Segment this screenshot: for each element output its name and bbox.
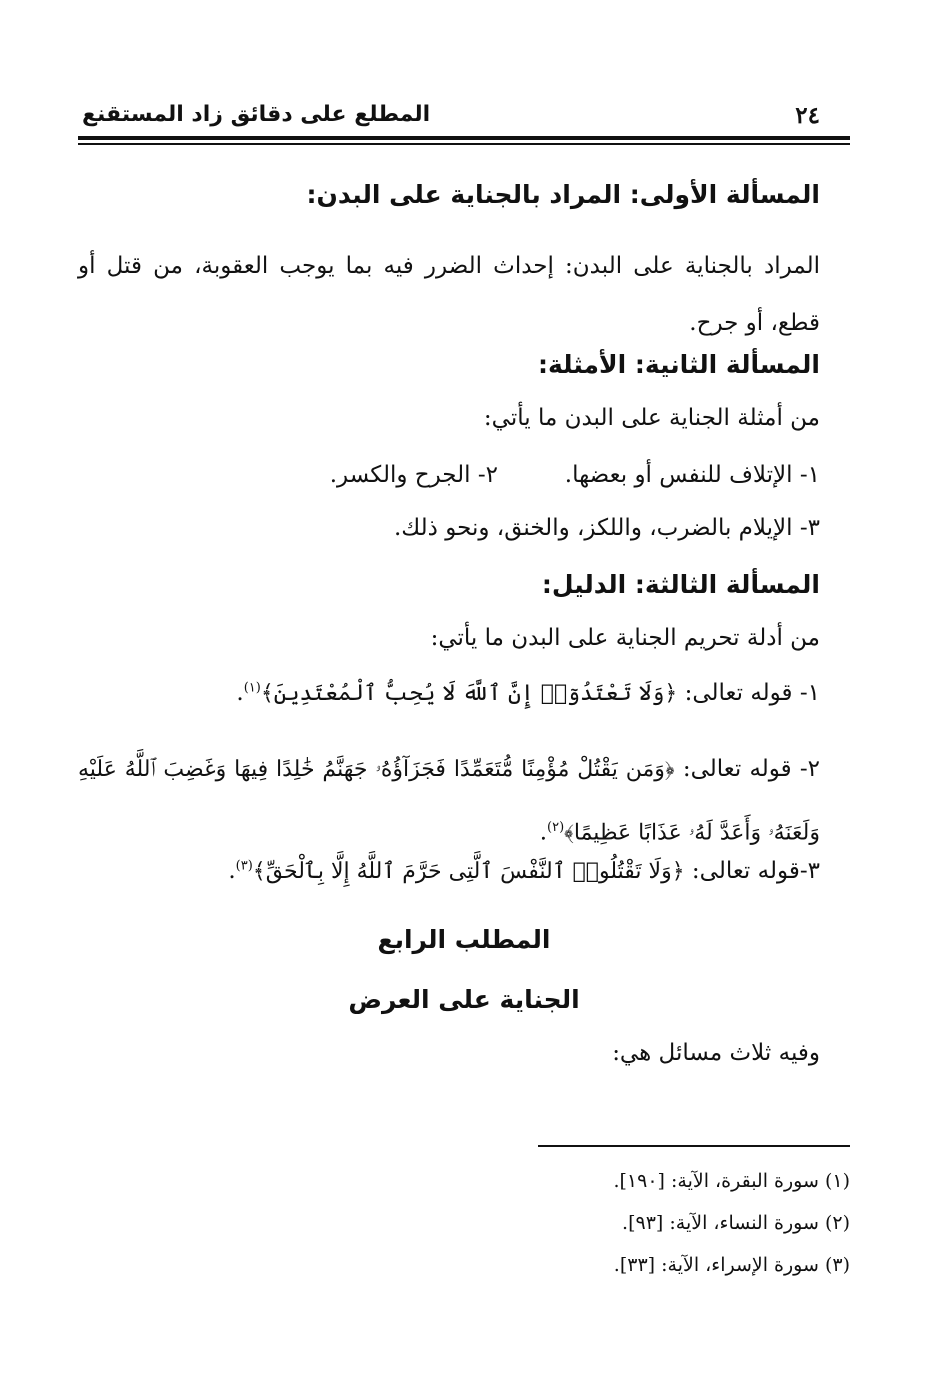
page-number: ٢٤ [795, 102, 820, 129]
evidence-2-end: . [539, 819, 547, 846]
evidence-3-lead: ٣-قوله تعالى: [691, 858, 820, 884]
page-header [78, 100, 850, 134]
chapter-subtitle: الجناية على العرض [348, 985, 580, 1014]
section1-text: المراد بالجناية على البدن: إحداث الضرر فيه بما يوجب العقوبة، من قتل أو قطع، أو جرح. [78, 253, 820, 336]
running-title: المطلع على دقائق زاد المستقنع [82, 102, 431, 127]
example-item-3: ٣- الإيلام بالضرب، واللكز، والخنق، ونحو ذلك. [393, 515, 820, 541]
evidence-2 [78, 740, 820, 863]
footnote-3: (٣) سورة الإسراء، الآية: [٣٣]. [613, 1254, 850, 1276]
book-page [78, 0, 850, 1377]
evidence-3-verse: ﴿وَلَا تَقْتُلُوا۟ ٱلنَّفْسَ ٱلَّتِى حَرَّمَ ٱللَّهُ إِلَّا بِٱلْحَقِّ﴾ [252, 859, 685, 884]
example-item-2: ٢- الجرح والكسر. [329, 462, 498, 488]
header-rule-thick [78, 136, 850, 140]
chapter-intro: وفيه ثلاث مسائل هي: [612, 1040, 820, 1066]
header-rule-thin [78, 143, 850, 145]
evidence-3 [228, 858, 820, 886]
evidence-2-verse: ﴿وَمَن يَقْتُلْ مُؤْمِنًا مُّتَعَمِّدًا فَجَزَآؤُهُۥ جَهَنَّمُ خَٰلِدًا فِيهَا وَغَضِبَ ٱللَّهُ عَلَيْهِ وَلَعَنَهُۥ وَأَعَدَّ لَهُۥ عَذَابًا عَظِيمًا﴾ [78, 757, 820, 846]
footnote-ref-1: (١) [243, 680, 261, 696]
example-item-1: ١- الإتلاف للنفس أو بعضها. [564, 462, 820, 488]
evidence-1 [236, 680, 820, 708]
footnote-ref-3: (٣) [235, 858, 253, 874]
section2-intro: من أمثلة الجناية على البدن ما يأتي: [483, 405, 820, 431]
footnote-1: (١) سورة البقرة، الآية: [١٩٠]. [613, 1170, 850, 1192]
section2-heading: المسألة الثانية: الأمثلة: [537, 350, 820, 379]
footnote-ref-2: (٢) [547, 820, 565, 835]
evidence-1-end: . [236, 680, 244, 706]
chapter-title: المطلب الرابع [377, 925, 551, 954]
evidence-2-lead: ٢- قوله تعالى: [682, 756, 821, 782]
footnote-rule [538, 1145, 850, 1147]
evidence-3-end: . [228, 858, 236, 884]
footnote-2: (٢) سورة النساء، الآية: [٩٣]. [622, 1212, 850, 1234]
evidence-1-lead: ١- قوله تعالى: [684, 680, 820, 706]
section1-heading: المسألة الأولى: المراد بالجناية على البدن: [306, 180, 820, 209]
evidence-1-verse: ﴿وَلَا تَعْتَدُوٓا۟ إِنَّ ٱللَّهَ لَا يُحِبُّ ٱلْمُعْتَدِينَ﴾ [260, 681, 678, 706]
section3-intro: من أدلة تحريم الجناية على البدن ما يأتي: [430, 625, 820, 651]
section3-heading: المسألة الثالثة: الدليل: [541, 570, 820, 599]
